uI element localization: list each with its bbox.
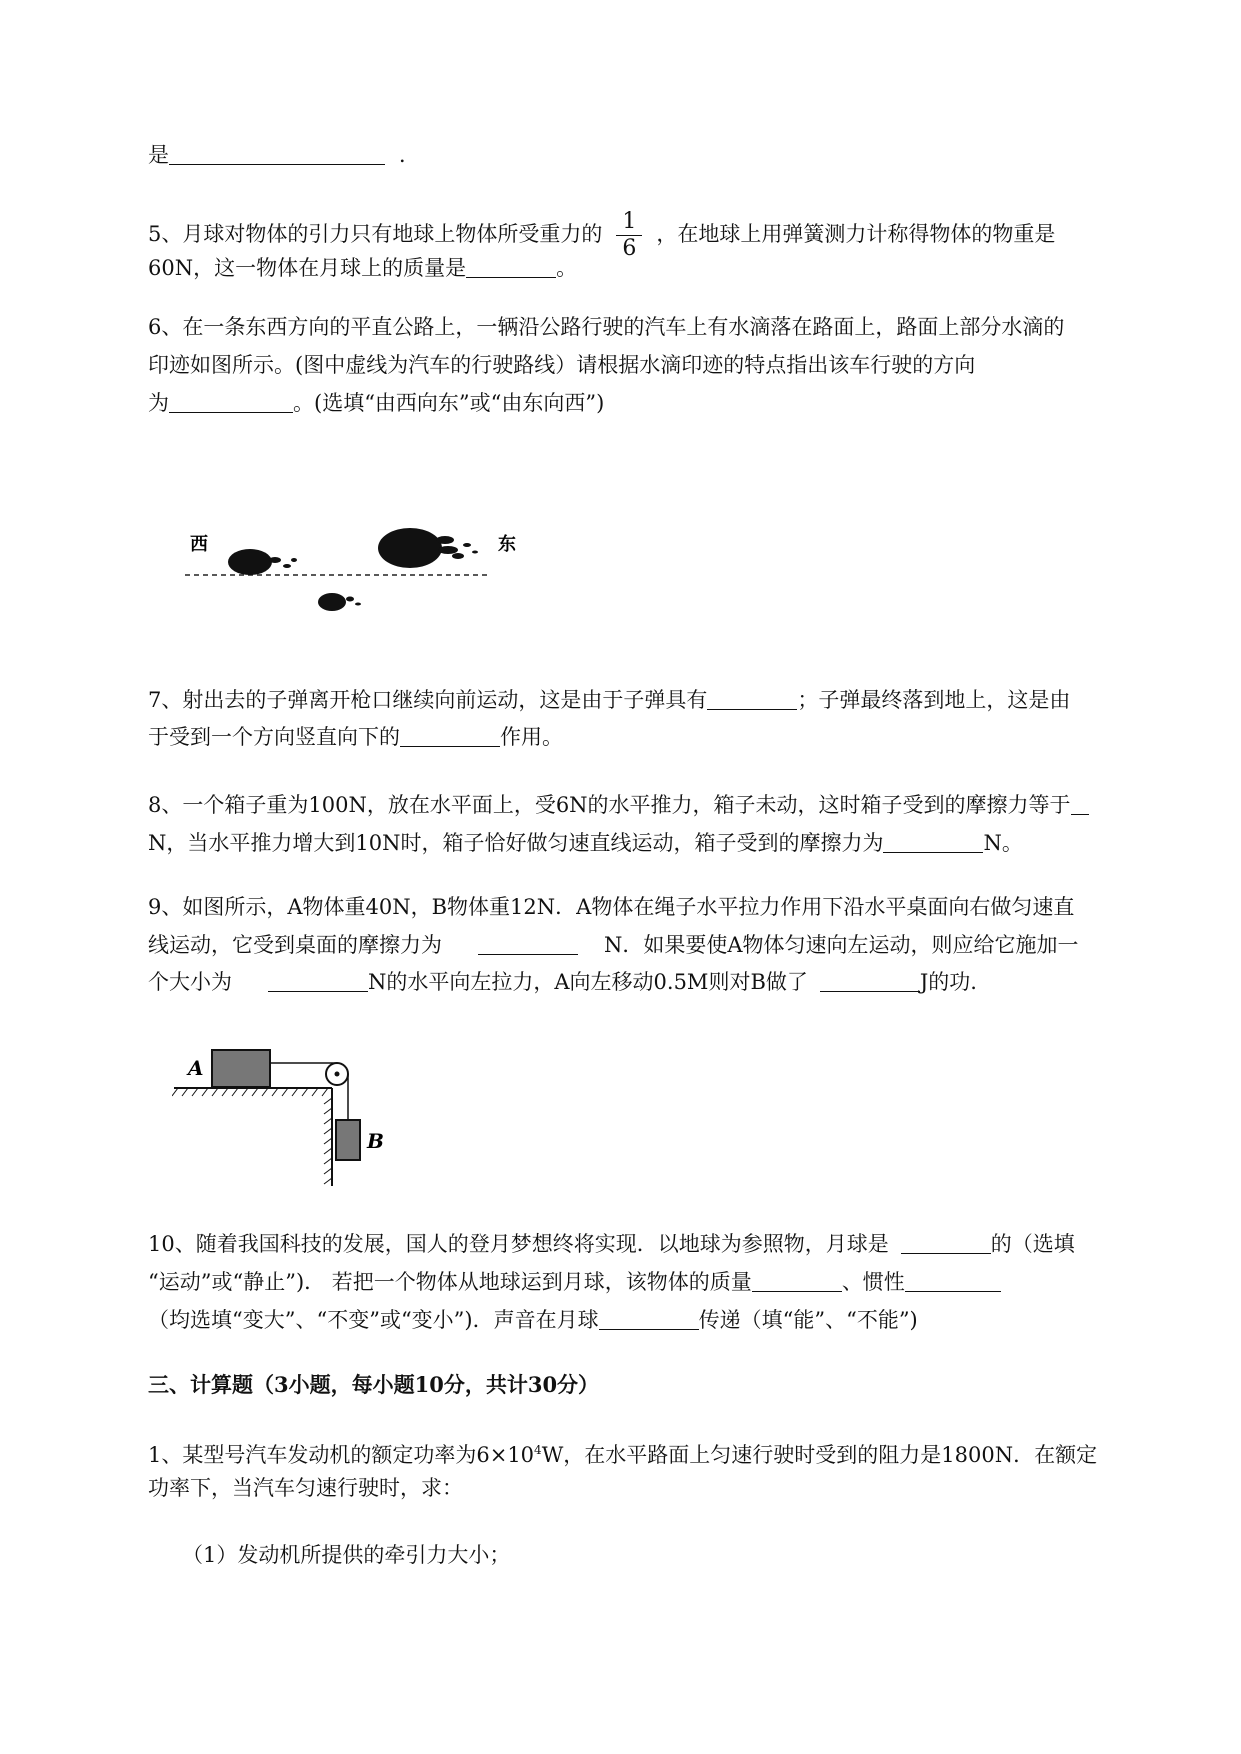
answer-blank [599,1307,699,1330]
table-surface [172,1088,332,1186]
text: 为 [148,391,169,415]
text: 是 [148,143,169,167]
text: 5、月球对物体的引力只有地球上物体所受重力的 [148,222,603,246]
text: N．如果要使A物体匀速向左运动，则应给它施加一 [604,933,1079,957]
calc-1-line-2: 功率下，当汽车匀速行驶时，求： [148,1476,463,1500]
text: N的水平向左拉力，A向左移动0.5M则对B做了 [368,970,808,994]
block-a [212,1050,270,1087]
text: 于受到一个方向竖直向下的 [148,725,400,749]
q10-line-1 [148,1229,1075,1259]
q9-line-2 [148,930,1079,960]
text: ，在地球上用弹簧测力计称得物体的物重是 [656,222,1056,246]
text: ；子弹最终落到地上，这是由 [797,688,1071,712]
text: 作用。 [500,725,563,749]
q9-line-1: 9、如图所示，A物体重40N，B物体重12N．A物体在绳子水平拉力作用下沿水平桌面向右做匀速直 [148,895,1075,919]
q9-line-3 [148,967,977,997]
text: J的功. [919,970,977,994]
pulley-axle [335,1072,340,1077]
pulley-figure [172,1040,412,1190]
calc-1-subquestion-1: （1）发动机所提供的牵引力大小； [182,1543,511,1567]
answer-blank [466,255,556,278]
text: 线运动，它受到桌面的摩擦力为 [148,933,442,957]
answer-blank [905,1269,1001,1292]
fraction-denominator: 6 [622,236,637,261]
text: 。(选填“由西向东”或“由东向西”) [293,391,605,415]
block-b [336,1120,360,1160]
text: 、惯性 [841,1270,905,1294]
text: ． [399,143,420,167]
q6-line-2: 印迹如图所示。(图中虚线为汽车的行驶路线）请根据水滴印迹的特点指出该车行驶的方向 [148,353,976,377]
west-label: 西 [190,534,208,555]
superscript: 4 [534,1443,542,1457]
text: W，在水平路面上匀速行驶时受到的阻力是1800N．在额定 [541,1443,1098,1467]
q5-line-2 [148,253,577,283]
text: （均选填“变大”、“不变”或“变小”)．声音在月球 [148,1308,599,1332]
water-drop-1 [228,549,297,575]
text: 。 [556,256,578,280]
text: 个大小为 [148,970,232,994]
text: 8、一个箱子重为100N，放在水平面上，受6N的水平推力，箱子未动，这时箱子受到的摩擦力等于 [148,793,1071,817]
block-a-label: A [188,1056,204,1080]
text: 7、射出去的子弹离开枪口继续向前运动，这是由于子弹具有 [148,688,708,712]
answer-blank [707,687,797,710]
fraction-numerator: 1 [616,209,642,236]
answer-blank [400,724,500,747]
text: N。 [983,831,1023,855]
q8-line-2 [148,828,1023,858]
answer-blank [169,142,385,165]
text: 10、随着我国科技的发展，国人的登月梦想终将实现．以地球为参照物，月球是 [148,1232,889,1256]
answer-blank [883,830,983,853]
answer-blank [901,1231,991,1254]
water-drop-figure [180,490,560,620]
text: “运动”或“静止”)． 若把一个物体从地球运到月球，该物体的质量 [148,1270,752,1294]
text: 60N，这一物体在月球上的质量是 [148,256,467,280]
answer-blank [268,969,368,992]
q6-line-3 [148,388,604,418]
answer-blank [820,969,920,992]
answer-blank [169,390,293,413]
section-3-heading: 三、计算题（3小题，每小题10分，共计30分） [148,1372,600,1397]
east-label: 东 [498,534,516,555]
water-drop-2 [378,528,478,568]
text: 1、某型号汽车发动机的额定功率为6×10 [148,1443,535,1467]
fraction [616,209,642,262]
text: N，当水平推力增大到10N时，箱子恰好做匀速直线运动，箱子受到的摩擦力为 [148,831,884,855]
q6-line-1: 6、在一条东西方向的平直公路上，一辆沿公路行驶的汽车上有水滴落在路面上，路面上部分水滴的 [148,315,1065,339]
q10-line-3 [148,1305,918,1335]
q8-line-1 [148,790,1089,820]
block-b-label: B [367,1129,384,1153]
answer-blank [752,1269,842,1292]
q7-line-1 [148,685,1070,715]
q10-line-2 [148,1267,1001,1297]
text: 传递（填“能”、“不能”) [698,1308,918,1332]
text: 的（选填 [990,1232,1075,1256]
answer-blank [478,932,578,955]
answer-blank [1071,792,1089,815]
calc-1-line-1 [148,1435,1097,1470]
q4-tail-line [148,140,420,170]
q7-line-2 [148,722,563,752]
water-drop-3 [318,593,361,611]
